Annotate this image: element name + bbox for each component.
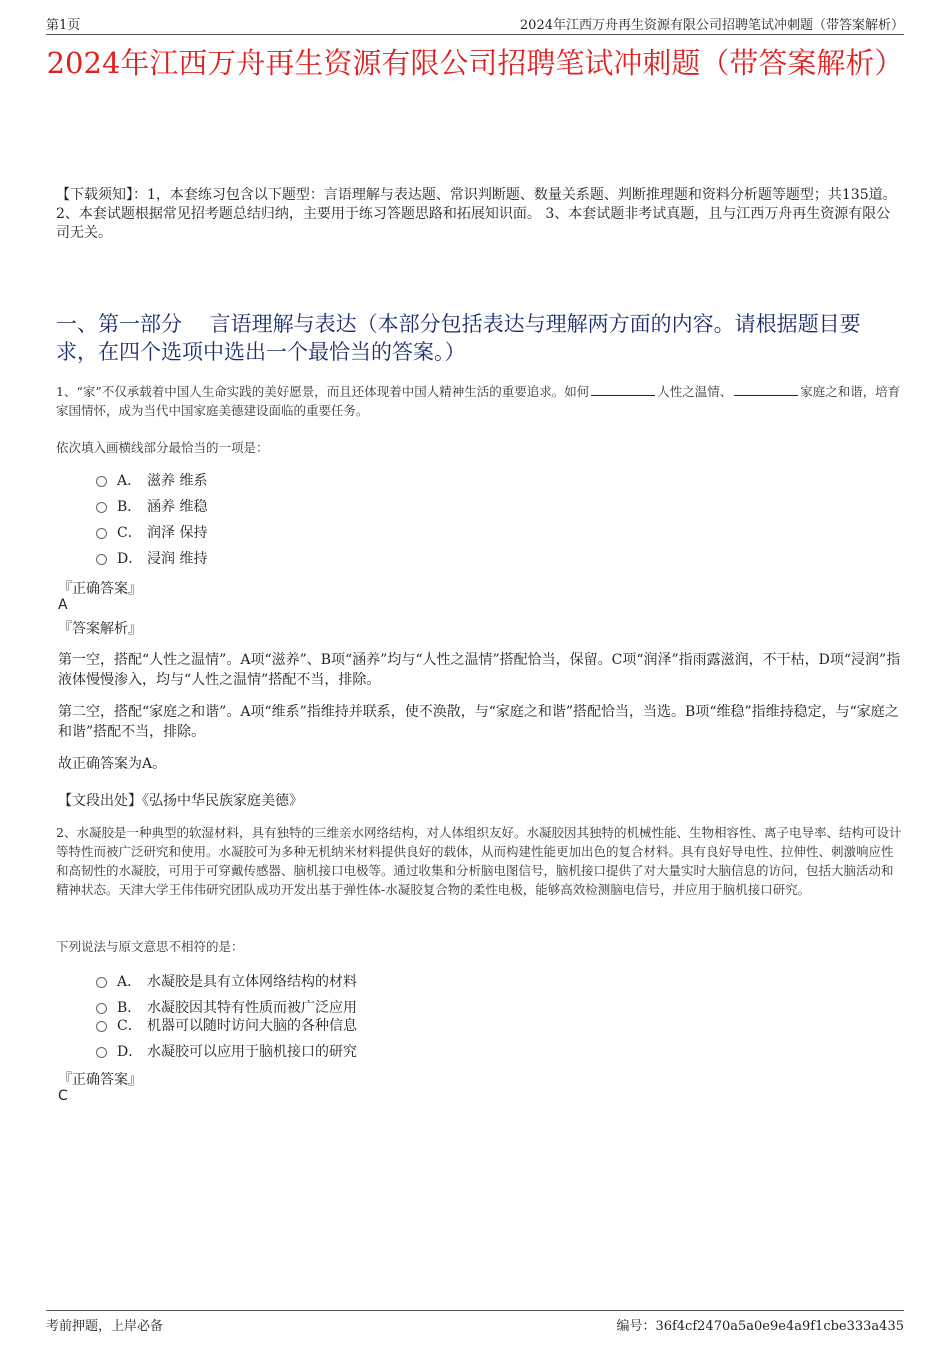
- question-2-stem: 2、水凝胶是一种典型的软湿材料，具有独特的三维亲水网络结构，对人体组织友好。水凝胶因其独特的机械性能、生物相容性、离子电导率、结构可设计等特性而被广泛研究和使用。水凝胶可为多种无机纳米材料提供良好的载体，从而构建性能更加出色的复合材料。具有良好导电性、拉伸性、刺激响应性和高韧性的水凝胶，可用于可穿戴传感器、脑机接口电极等。通过收集和分析脑电图信号，脑机接口提供了对大量实时大脑信息的访问，包括大脑活动和精神状态。天津大学王伟伟研究团队成功开发出基于弹性体-水凝胶复合物的柔性电极，能够高效检测脑电信号，并应用于脑机接口研究。: [56, 825, 902, 897]
- q1-option-c[interactable]: C． 润泽 保持: [96, 523, 207, 543]
- download-notice: 【下载须知】：1，本套练习包含以下题型：言语理解与表达题、常识判断题、数量关系题、判断推理题和资料分析题等题型；共135道。 2、本套试题根据常见招考题总结归纳，主要用于练习答题思路和拓展知识面。 3、本套试题非考试真题，且与江西万舟再生资源有限公司无关。: [56, 187, 897, 241]
- q2-option-a[interactable]: A． 水凝胶是具有立体网络结构的材料: [96, 972, 357, 992]
- page-title: 2024年江西万舟再生资源有限公司招聘笔试冲刺题（带答案解析）: [46, 46, 904, 80]
- blank-1: [591, 383, 655, 396]
- radio-icon[interactable]: [96, 1047, 107, 1058]
- page-number: 第1页: [46, 18, 81, 33]
- q1-source: 【文段出处】《弘扬中华民族家庭美德》: [58, 793, 303, 809]
- q1-analysis-1: 第一空，搭配“人性之温情”。A项“滋养”、B项“涵养”均与“人性之温情”搭配恰当，保留。C项“润泽”指雨露滋润，不干枯，D项“浸润”指液体慢慢渗入，均与“人性之温情”搭配不当，排除。: [58, 652, 901, 688]
- radio-icon[interactable]: [96, 1003, 107, 1014]
- q1-option-b[interactable]: B． 涵养 维稳: [96, 497, 207, 517]
- page-footer: [46, 1310, 904, 1333]
- q1-stem-b: 人性之温情、: [657, 384, 733, 399]
- radio-icon[interactable]: [96, 1021, 107, 1032]
- q2-answer: C: [58, 1088, 68, 1104]
- q1-stem-c: 家庭之和谐，培育家国情怀，成为当代中国家庭美德建设面临的重要任务。: [56, 384, 901, 418]
- question-2-prompt: 下列说法与原文意思不相符的是：: [56, 939, 244, 954]
- q1-option-a[interactable]: A． 滋养 维系: [96, 471, 207, 491]
- q1-answer-label: 『正确答案』: [58, 581, 142, 597]
- q1-analysis-2: 第二空，搭配“家庭之和谐”。A项“维系”指维持并联系，使不涣散，与“家庭之和谐”搭配恰当，当选。B项“维稳”指维持稳定，与“家庭之和谐”搭配不当，排除。: [58, 704, 899, 740]
- radio-icon[interactable]: [96, 476, 107, 487]
- q1-analysis-3: 故正确答案为A。: [58, 756, 167, 772]
- q2-option-d[interactable]: D． 水凝胶可以应用于脑机接口的研究: [96, 1042, 357, 1062]
- radio-icon[interactable]: [96, 502, 107, 513]
- radio-icon[interactable]: [96, 977, 107, 988]
- section-title: 一、第一部分 言语理解与表达（本部分包括表达与理解两方面的内容。请根据题目要求，在四个选项中选出一个最恰当的答案。）: [56, 312, 861, 364]
- q2-answer-label: 『正确答案』: [58, 1072, 142, 1088]
- question-1-prompt: 依次填入画横线部分最恰当的一项是：: [56, 440, 269, 455]
- footer-slogan: 考前押题，上岸必备: [46, 1319, 164, 1334]
- radio-icon[interactable]: [96, 554, 107, 565]
- page-header: [46, 14, 904, 35]
- radio-icon[interactable]: [96, 528, 107, 539]
- footer-serial: 编号：36f4cf2470a5a0e9e4a9f1cbe333a435: [616, 1319, 904, 1334]
- q2-option-c[interactable]: C． 机器可以随时访问大脑的各种信息: [96, 1016, 357, 1036]
- question-1-stem: [56, 382, 902, 420]
- q1-answer: A: [58, 597, 68, 613]
- blank-2: [734, 383, 798, 396]
- q2-option-b[interactable]: B． 水凝胶因其特有性质而被广泛应用: [96, 998, 357, 1018]
- q1-stem-a: 1、“家”不仅承载着中国人生命实践的美好愿景，而且还体现着中国人精神生活的重要追求。如何: [56, 384, 590, 399]
- q1-option-d[interactable]: D． 浸润 维持: [96, 549, 207, 569]
- header-doc-title: 2024年江西万舟再生资源有限公司招聘笔试冲刺题（带答案解析）: [519, 18, 904, 33]
- q1-analysis-label: 『答案解析』: [58, 621, 142, 637]
